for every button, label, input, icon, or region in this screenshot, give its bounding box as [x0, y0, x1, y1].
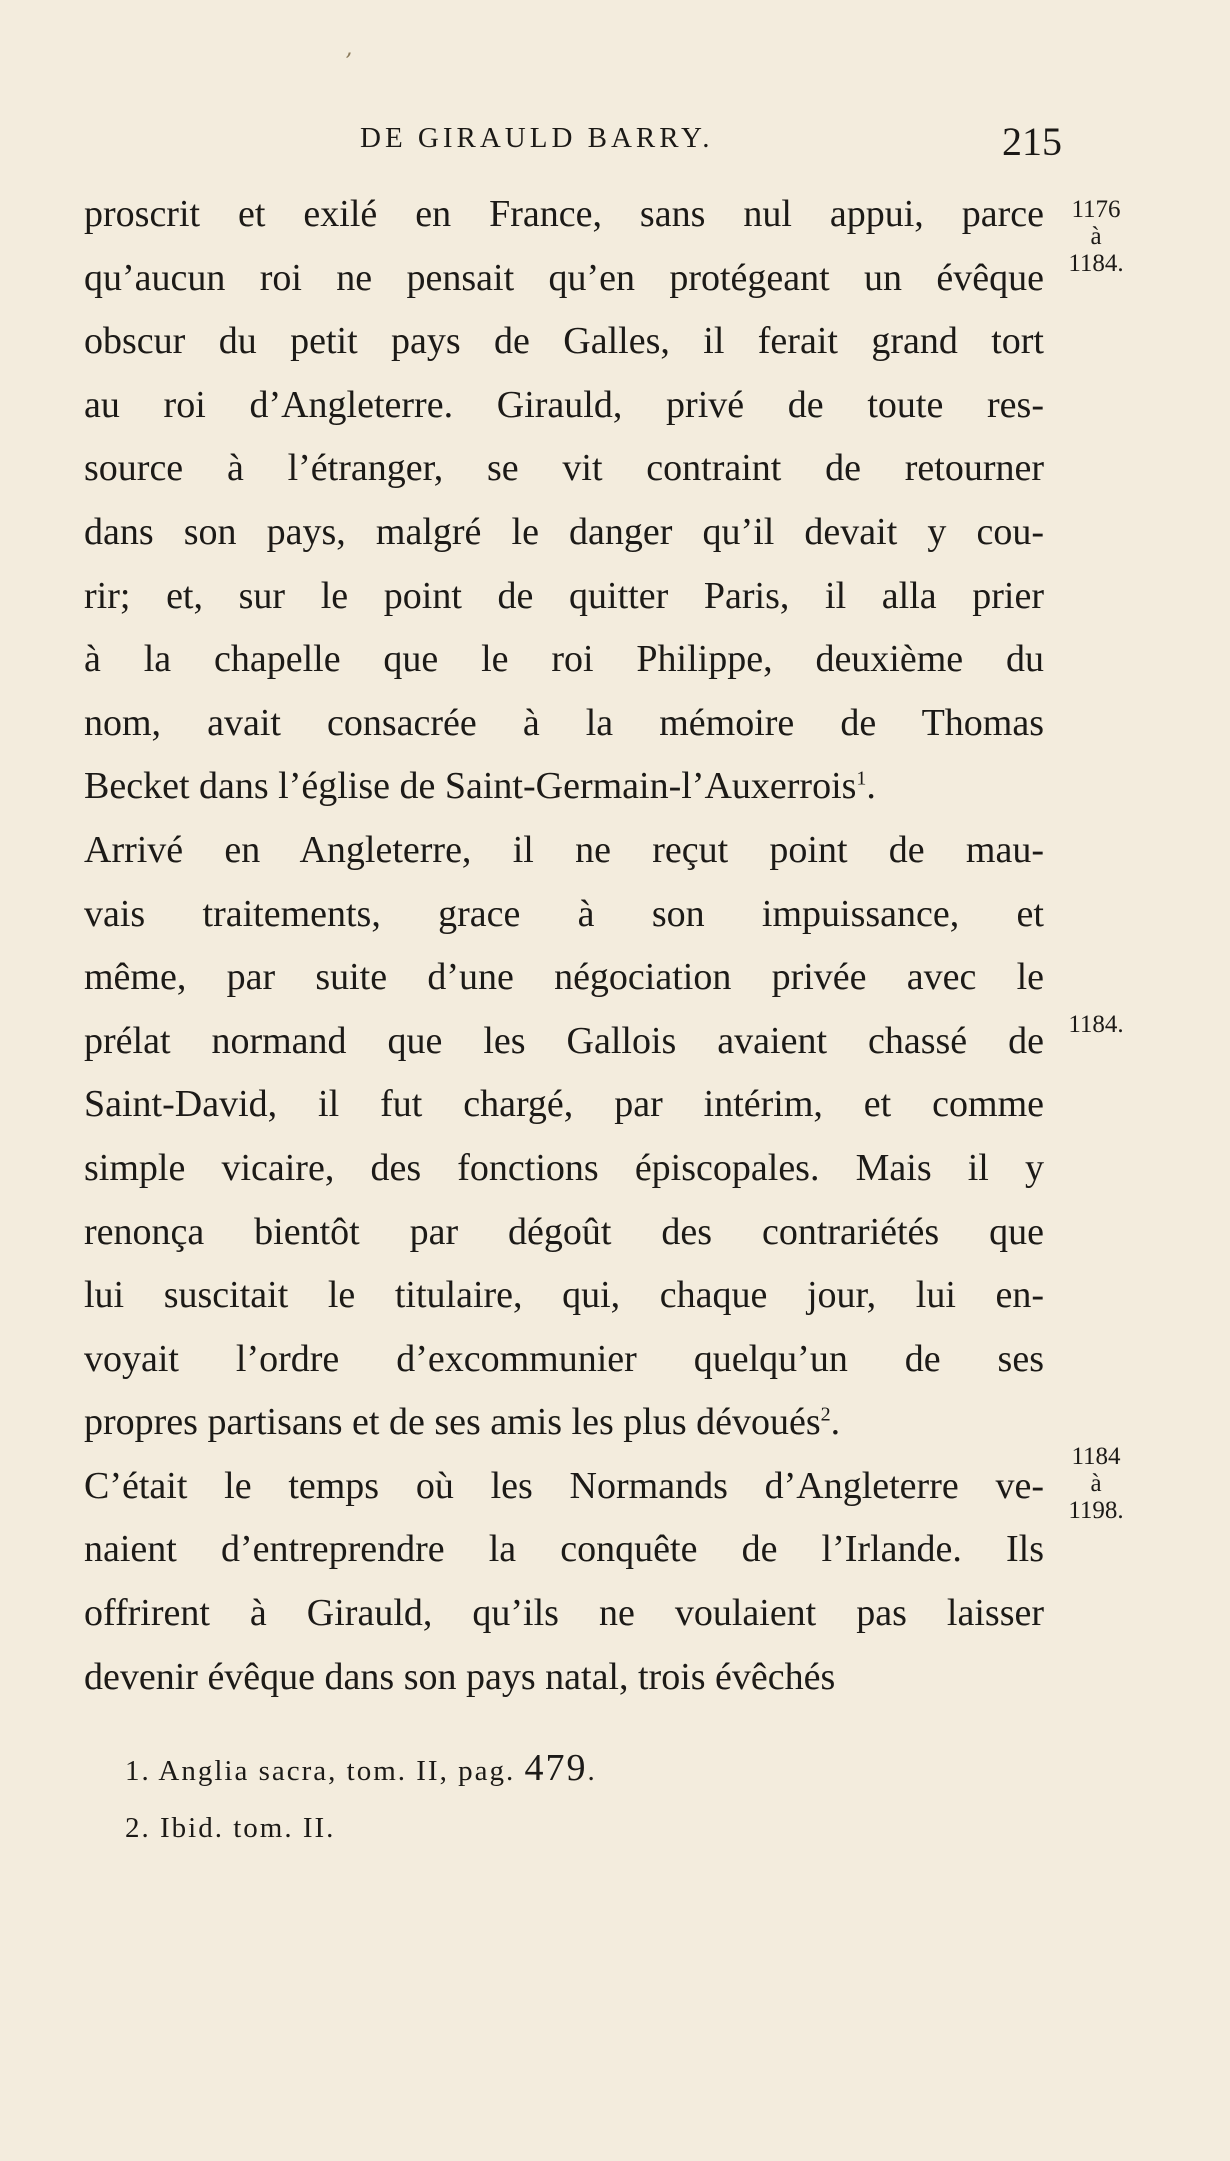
footnote-end: .	[587, 1755, 597, 1787]
text-line: naient d’entreprendre la conquête de l’Irlande. Ils	[84, 1528, 1044, 1571]
footnote-number: 2.	[125, 1812, 151, 1844]
text-line-with-note	[84, 1391, 1044, 1455]
text-line: vais traitements, grace à son impuissance, et	[84, 892, 1044, 935]
footnote-1	[125, 1738, 1025, 1798]
text-line: devenir évêque dans son pays natal, trois évêchés	[84, 1655, 836, 1698]
running-header	[360, 118, 1100, 168]
text-line-content: propres partisans et de ses amis les plus dévoués	[84, 1401, 821, 1444]
text-line: Arrivé en Angleterre, il ne reçut point de mau-	[84, 828, 1044, 871]
footnote-ref-1: 1	[856, 767, 867, 790]
text-line: rir; et, sur le point de quitter Paris, il alla prier	[84, 574, 1044, 617]
line-end-punct: .	[830, 1401, 841, 1444]
footnotes	[125, 1738, 1025, 1858]
text-line: lui suscitait le titulaire, qui, chaque jour, lui en-	[84, 1274, 1044, 1317]
running-title: DE GIRAULD BARRY.	[360, 122, 714, 154]
text-line: dans son pays, malgré le danger qu’il devait y cou-	[84, 510, 1044, 553]
text-line: nom, avait consacrée à la mémoire de Thomas	[84, 701, 1044, 744]
margin-date-single: 1184.	[1068, 1011, 1124, 1038]
text-line: renonça bientôt par dégoût des contrariétés que	[84, 1210, 1044, 1253]
footnote-text: Anglia sacra, tom. II, pag.	[158, 1755, 516, 1787]
footnote-page: 479	[524, 1747, 588, 1789]
margin-date-from: 1176	[1071, 196, 1121, 223]
text-line-content: Becket dans l’église de Saint-Germain-l’Auxerrois	[84, 765, 857, 808]
text-line: même, par suite d’une négociation privée avec le	[84, 956, 1044, 999]
text-line: à la chapelle que le roi Philippe, deuxième du	[84, 638, 1044, 681]
margin-date-range	[1060, 1443, 1132, 1524]
margin-date-to: 1198.	[1068, 1497, 1124, 1524]
text-line-with-note	[84, 755, 1044, 819]
margin-date-range	[1060, 196, 1132, 277]
text-line: voyait l’ordre d’excommunier quelqu’un de ses	[84, 1337, 1044, 1380]
text-line: simple vicaire, des fonctions épiscopales. Mais il y	[84, 1146, 1044, 1189]
footnote-text: Ibid. tom. II.	[160, 1812, 336, 1844]
text-line: offrirent à Girauld, qu’ils ne voulaient pas laisser	[84, 1592, 1044, 1635]
text-line: source à l’étranger, se vit contraint de retourner	[84, 447, 1044, 490]
margin-date-from: 1184	[1071, 1443, 1121, 1470]
margin-date	[1060, 1011, 1132, 1038]
footnote-ref-2: 2	[820, 1403, 831, 1426]
text-line: Saint-David, il fut chargé, par intérim, et comme	[84, 1083, 1044, 1126]
footnote-2	[125, 1798, 1025, 1858]
footnote-number: 1.	[125, 1755, 151, 1787]
text-line: proscrit et exilé en France, sans nul appui, parce	[84, 193, 1044, 235]
margin-date-sep: à	[1090, 223, 1102, 250]
text-line: obscur du petit pays de Galles, il ferait grand tort	[84, 320, 1044, 363]
margin-date-to: 1184.	[1068, 250, 1124, 277]
body-text	[84, 183, 1044, 1709]
margin-date-sep: à	[1090, 1470, 1102, 1497]
line-end-punct: .	[866, 765, 876, 808]
ink-mark: ’	[345, 50, 352, 75]
text-line: au roi d’Angleterre. Girauld, privé de toute res-	[84, 383, 1044, 426]
text-line: C’était le temps où les Normands d’Angleterre ve-	[84, 1464, 1044, 1507]
page-number: 215	[1002, 119, 1062, 164]
text-line: qu’aucun roi ne pensait qu’en protégeant un évêque	[84, 256, 1044, 299]
text-line: prélat normand que les Gallois avaient chassé de	[84, 1019, 1044, 1062]
